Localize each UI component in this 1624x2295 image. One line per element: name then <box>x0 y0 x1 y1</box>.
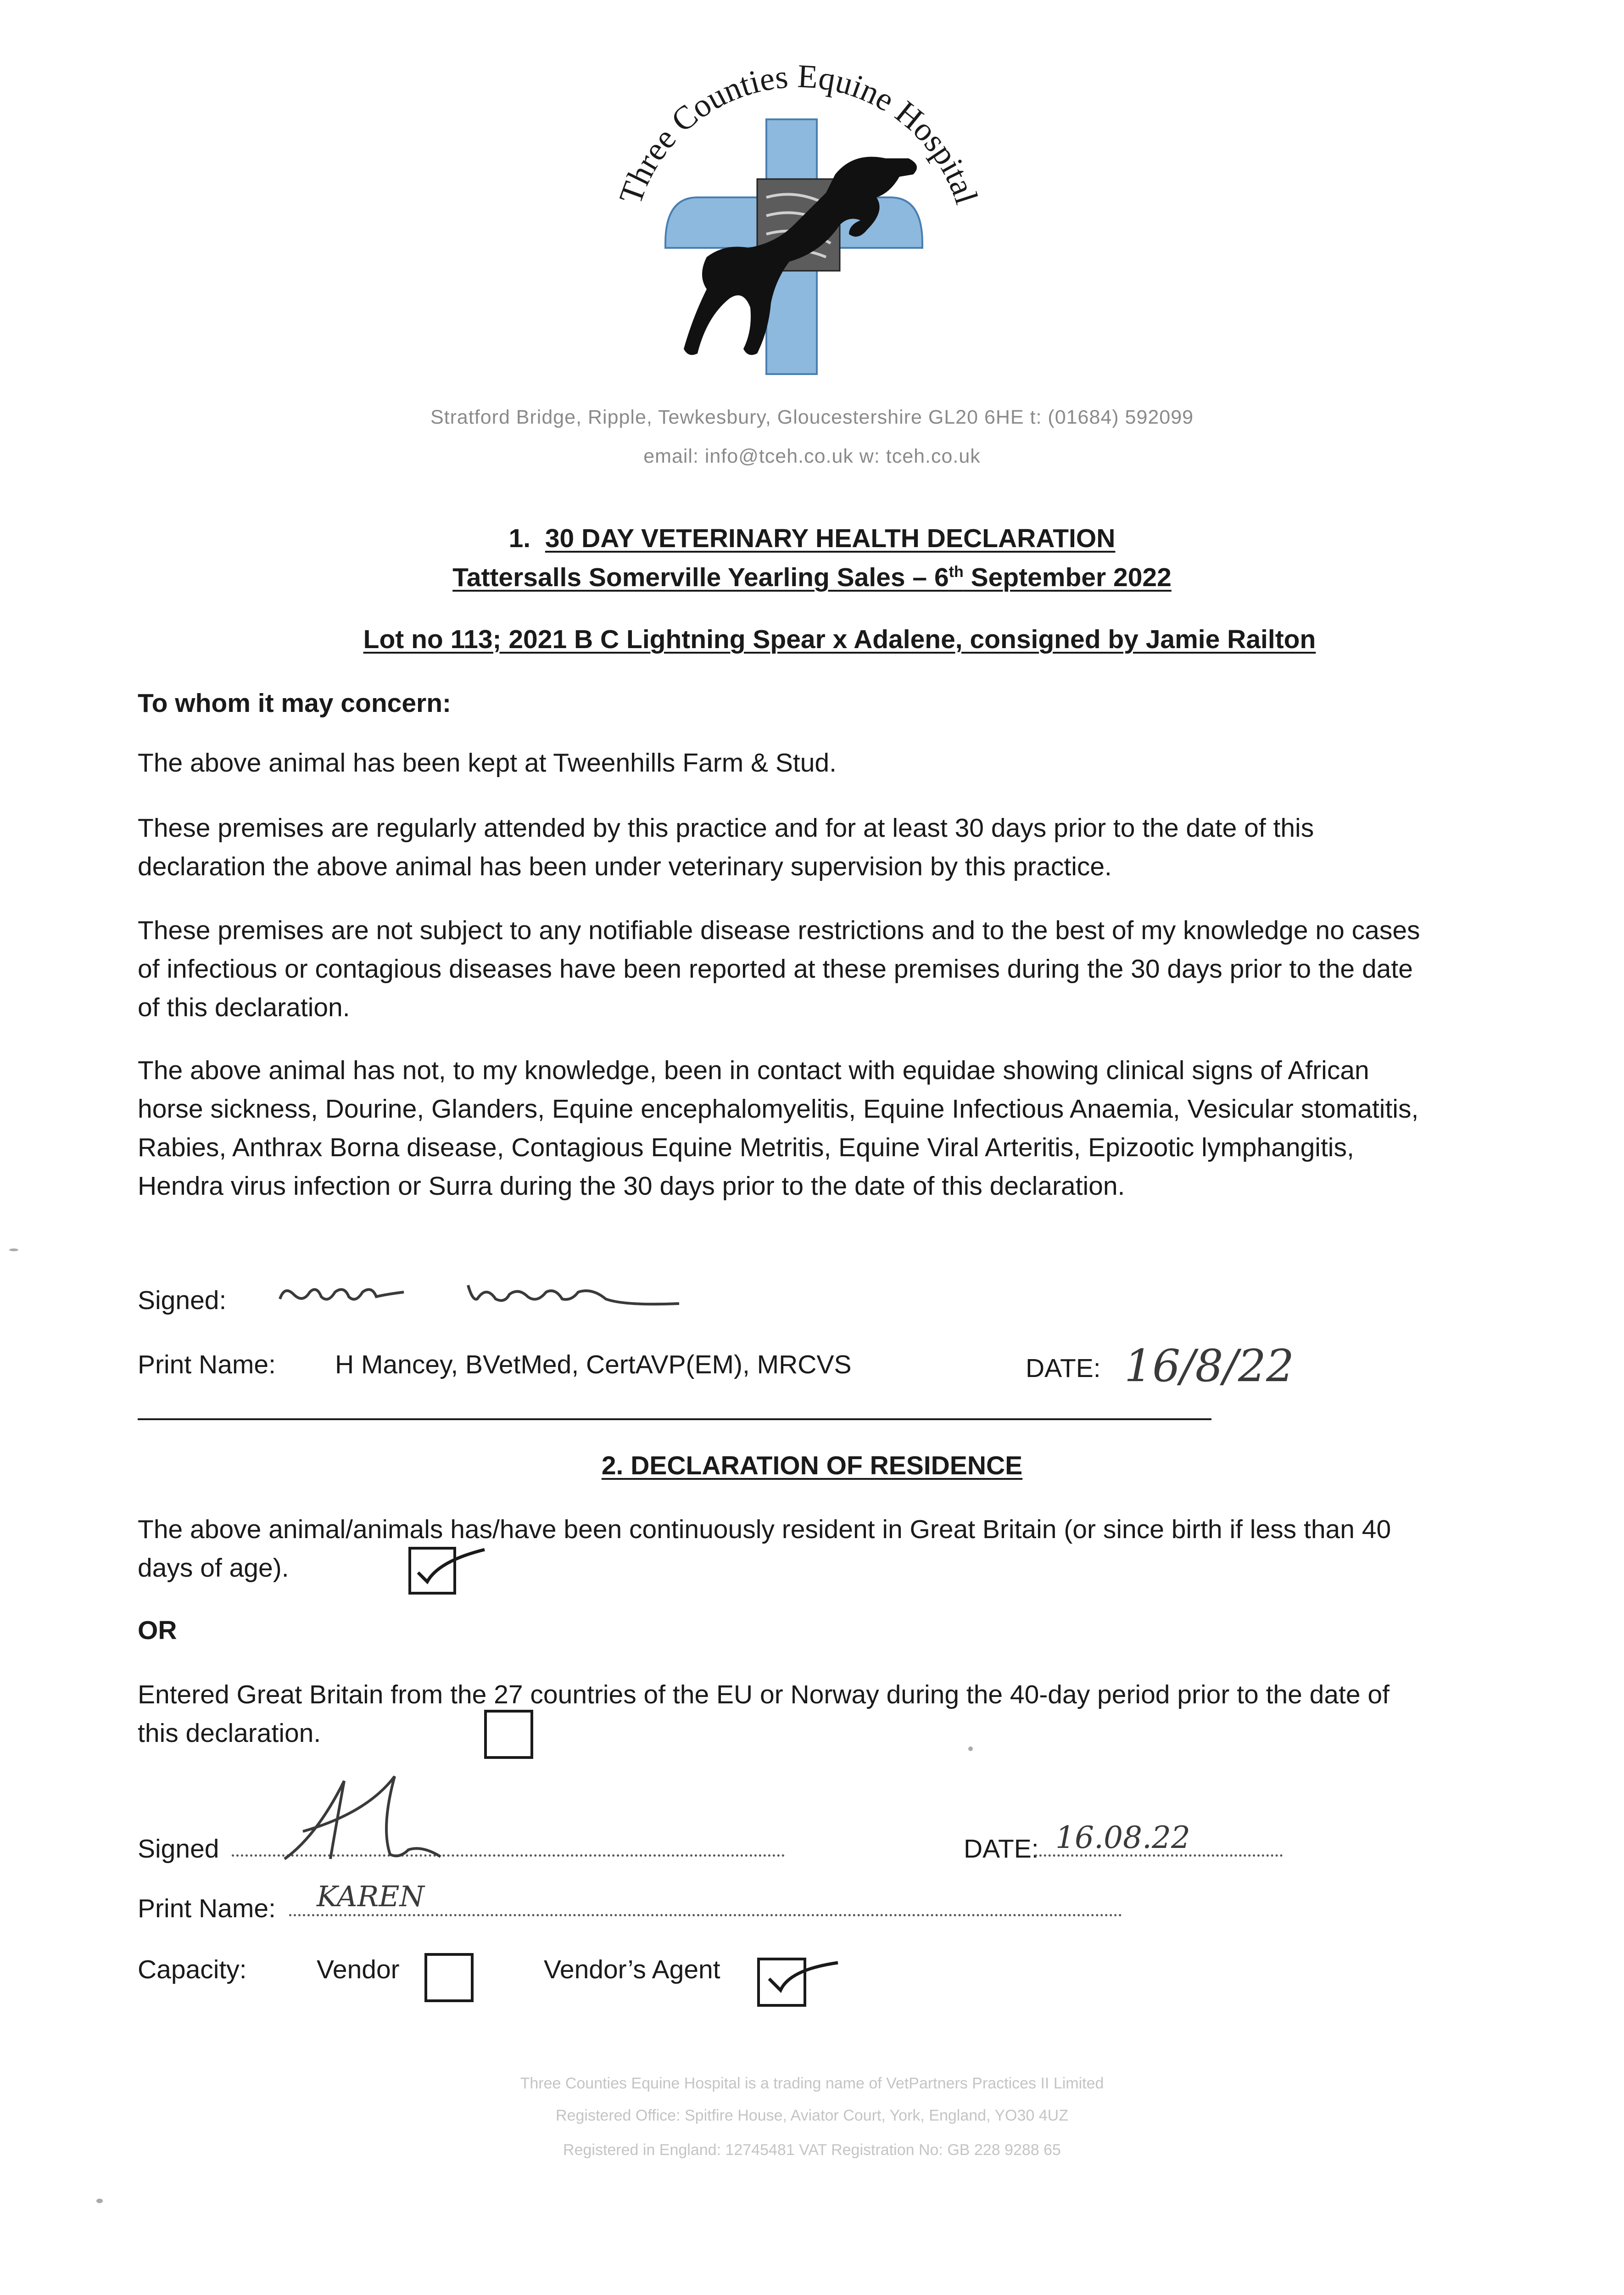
section-divider <box>138 1418 1211 1420</box>
paragraph-4: The above animal has not, to my knowledge, been in contact with equidae showing clinical signs of African horse sickness, Dourine, Glanders, Equine encephalomyelitis, Equine Infectious Anaemia, Vesicular stomatitis, Rabies, Anthrax Borna disease, Contagious Equine Metritis, Equine Viral Arteritis, Epizootic lymphangitis, Hendra virus infection or Surra during the 30 days prior to the date of this declaration. <box>138 1056 1419 1201</box>
signed-label-2: Signed <box>138 1834 219 1864</box>
paragraph-2: These premises are regularly attended by this practice and for at least 30 days prior to the date of this declaration the above animal has been under veterinary supervision by this practice. <box>138 813 1314 881</box>
option-1-text: The above animal/animals has/have been continuously resident in Great Britain (or since birth if less than 40 days of age). <box>138 1515 1391 1583</box>
section-1-number: 1. <box>508 524 531 553</box>
paragraph-3: These premises are not subject to any notifiable disease restrictions and to the best of my knowledge no cases of infectious or contagious diseases have been reported at these premises during the 30 days prior to the date of this declaration. <box>138 916 1420 1022</box>
hospital-logo <box>592 60 1005 376</box>
check-mark-icon <box>760 1951 852 2002</box>
lot-line: Lot no 113; 2021 B C Lightning Spear x Adalene, consigned by Jamie Railton <box>363 625 1316 654</box>
option-2-text: Entered Great Britain from the 27 countries of the EU or Norway during the 40-day period prior to the date of this declaration. <box>138 1680 1390 1748</box>
vendor-agent-checkbox[interactable] <box>757 1958 806 2007</box>
salutation: To whom it may concern: <box>138 688 452 718</box>
section-2-title: 2. DECLARATION OF RESIDENCE <box>601 1451 1023 1480</box>
vendor-label: Vendor <box>317 1955 400 1984</box>
footer-line-3: Registered in England: 12745481 VAT Registration No: GB 228 9288 65 <box>563 2141 1061 2159</box>
date-label-2: DATE: <box>964 1834 1039 1864</box>
check-mark-icon <box>411 1543 503 1593</box>
residence-checkbox[interactable] <box>408 1547 456 1595</box>
section-1-subtitle: Tattersalls Somerville Yearling Sales – 6th September 2022 <box>452 563 1172 592</box>
section-1-title-text: 30 DAY VETERINARY HEALTH DECLARATION <box>545 524 1116 553</box>
footer-line-2: Registered Office: Spitfire House, Aviator Court, York, England, YO30 4UZ <box>556 2107 1068 2124</box>
section-1-title <box>0 523 1624 554</box>
signed-label-1: Signed: <box>138 1286 227 1315</box>
scan-mark <box>968 1746 973 1751</box>
footer-line-1: Three Counties Equine Hospital is a trading name of VetPartners Practices II Limited <box>520 2075 1104 2092</box>
vet-print-name: H Mancey, BVetMed, CertAVP(EM), MRCVS <box>335 1350 852 1379</box>
agent-print-name: KAREN <box>317 1880 424 1913</box>
scan-mark <box>96 2199 103 2203</box>
logo-arc-text: Three Counties Equine Hospital <box>612 60 985 209</box>
vet-date: 16/8/22 <box>1124 1340 1295 1392</box>
capacity-label: Capacity: <box>138 1955 247 1984</box>
agent-date: 16.08.22 <box>1055 1820 1190 1855</box>
date-label-1: DATE: <box>1026 1354 1101 1383</box>
paragraph-1: The above animal has been kept at Tweenhills Farm & Stud. <box>138 748 837 778</box>
vendor-checkbox[interactable] <box>424 1953 474 2002</box>
print-name-line-2 <box>289 1914 1122 1916</box>
eu-entry-checkbox[interactable] <box>484 1710 533 1759</box>
address-line-1: Stratford Bridge, Ripple, Tewkesbury, Gloucestershire GL20 6HE t: (01684) 592099 <box>430 406 1194 428</box>
agent-signature <box>275 1767 468 1870</box>
scan-mark <box>9 1248 18 1251</box>
print-name-label-1: Print Name: <box>138 1350 276 1379</box>
address-line-2: email: info@tceh.co.uk w: tceh.co.uk <box>643 445 981 467</box>
print-name-label-2: Print Name: <box>138 1894 276 1923</box>
or-label: OR <box>138 1616 177 1645</box>
vet-signature <box>275 1267 711 1324</box>
vendor-agent-label: Vendor’s Agent <box>544 1955 720 1984</box>
